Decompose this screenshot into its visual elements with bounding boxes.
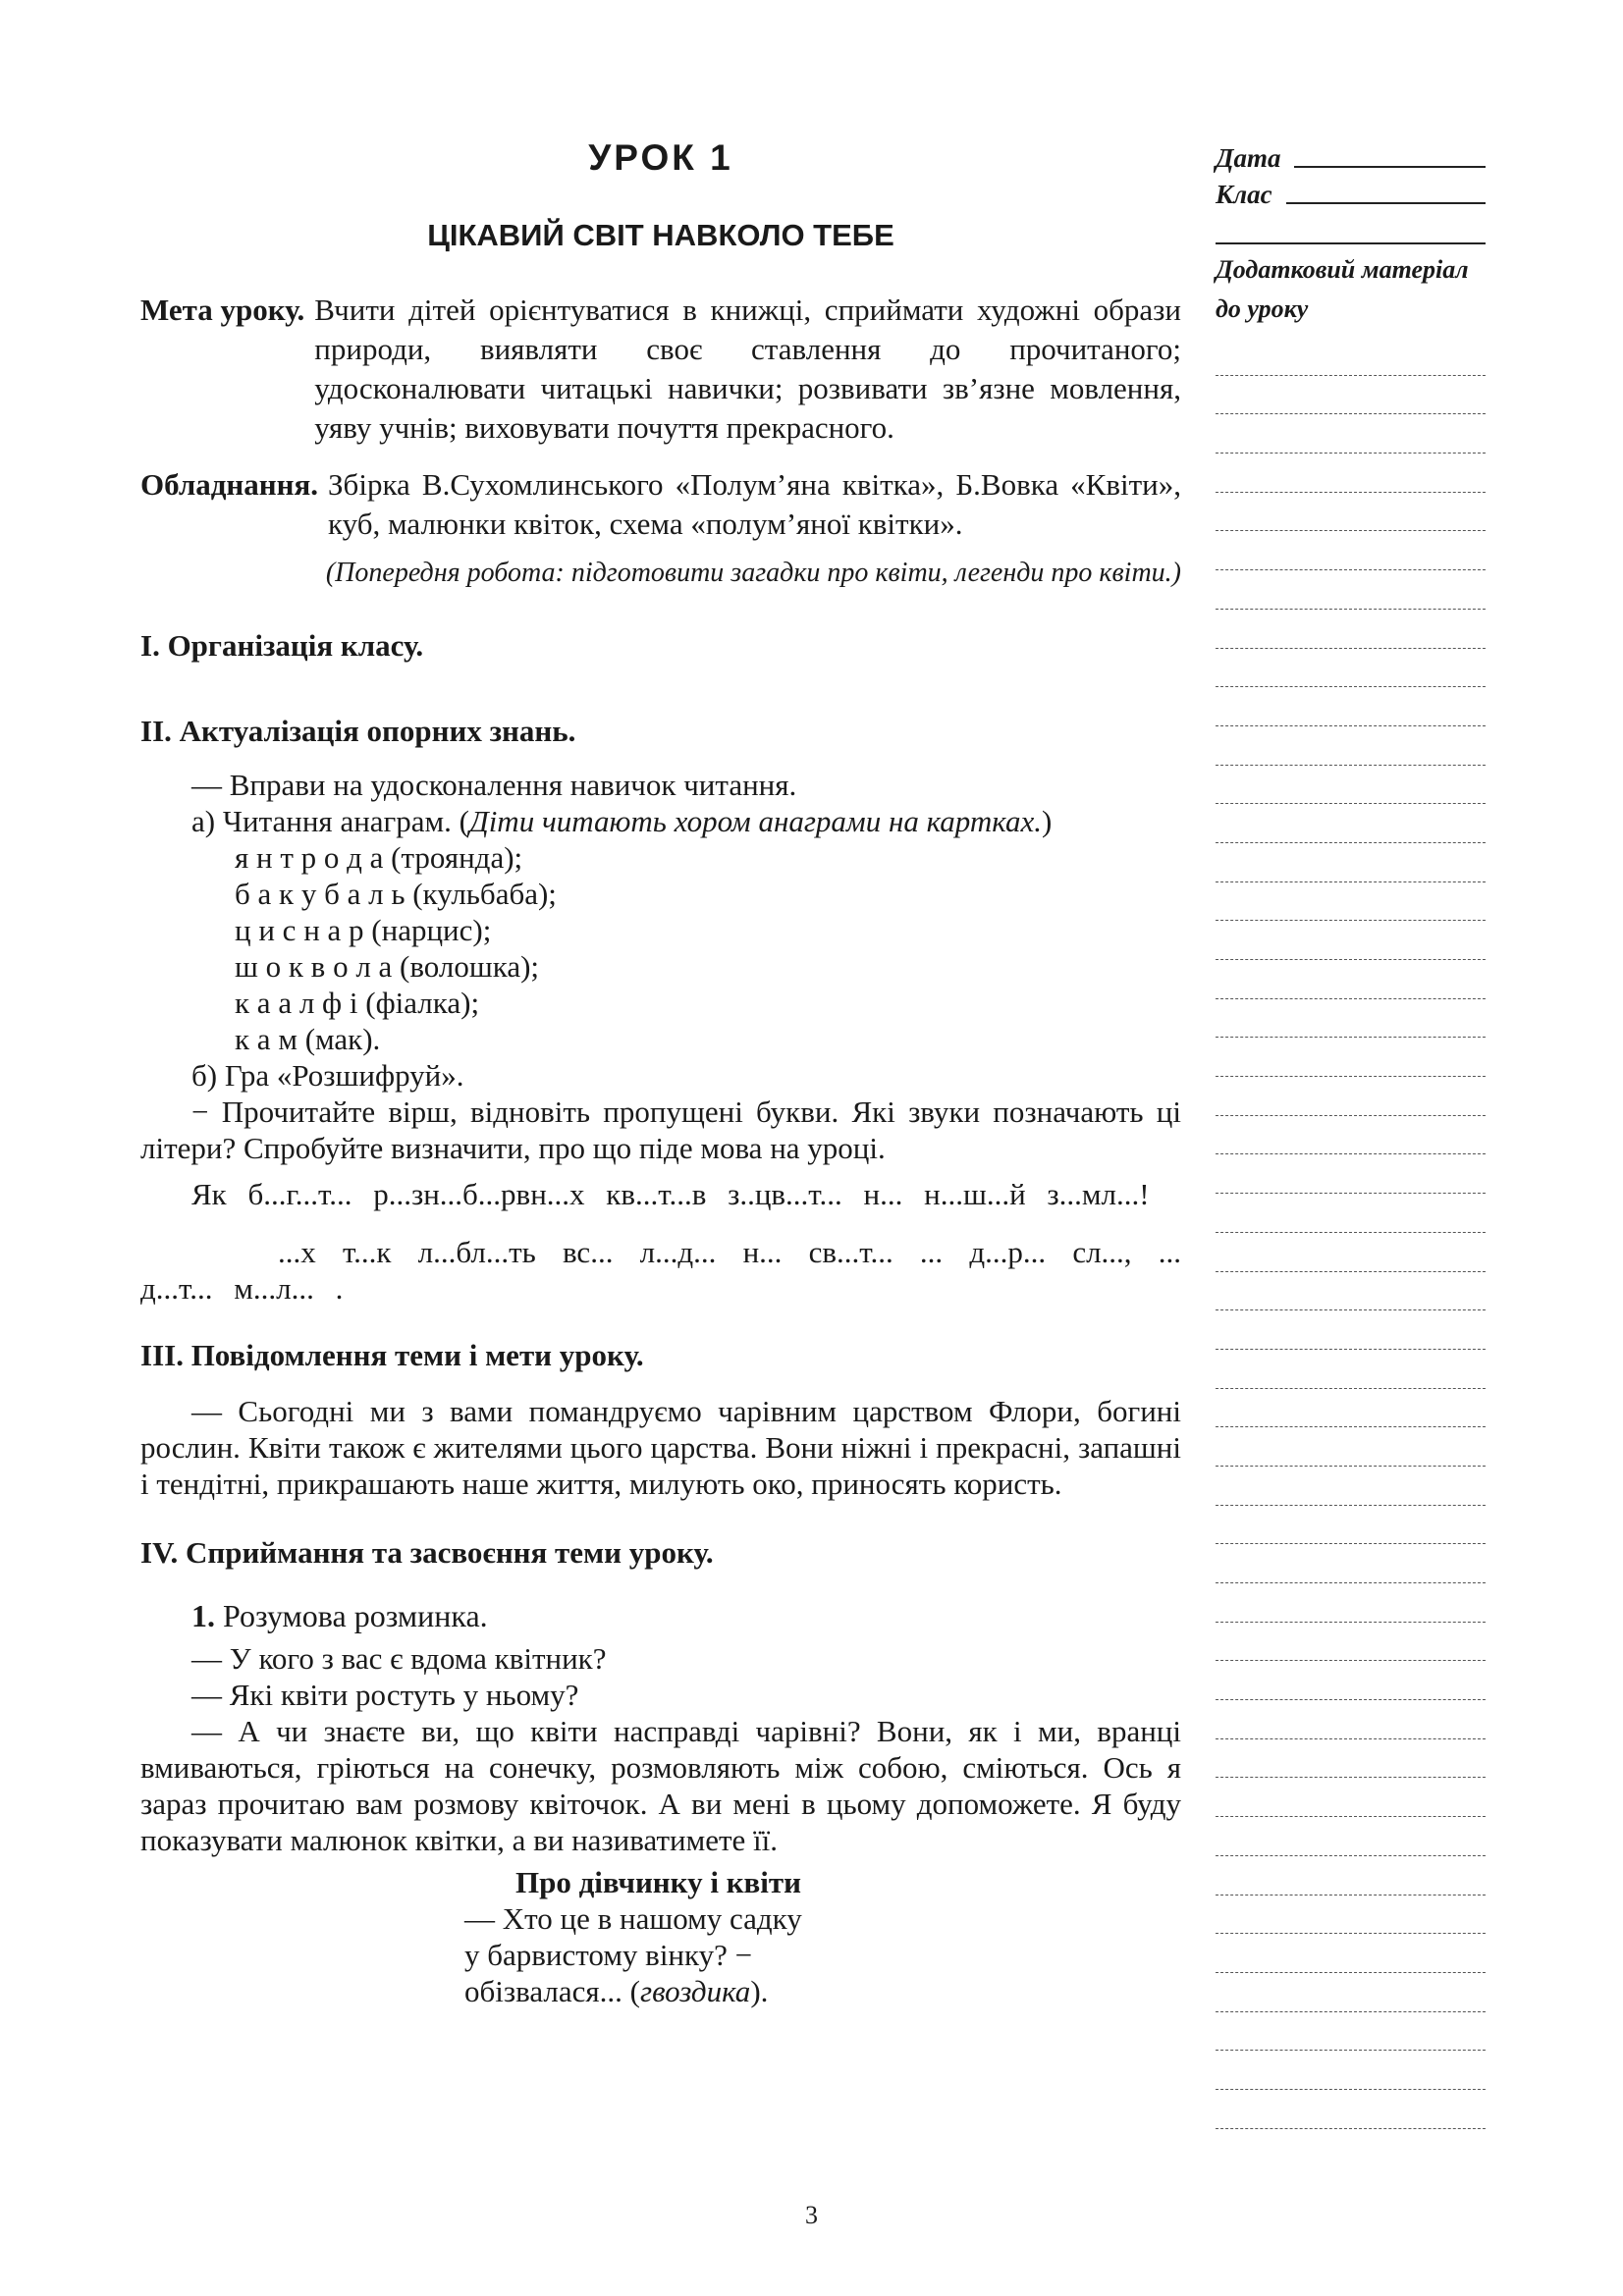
lesson-content: [140, 118, 1181, 2009]
note-line: [1216, 726, 1486, 766]
section-theme: III. Повідомлення теми і мети уроку.: [140, 1338, 644, 1372]
note-line: [1216, 1310, 1486, 1350]
additional-material-label: Додатковий матеріал до уроку: [1216, 255, 1469, 323]
poem: [464, 1864, 1181, 2009]
note-line: [1216, 960, 1486, 999]
note-line: [1216, 531, 1486, 570]
note-line: [1216, 1623, 1486, 1662]
note-line: [1216, 1856, 1486, 1896]
section-actualization: II. Актуалізація опорних знань.: [140, 714, 576, 748]
cipher-line-2: ...х т...к л...бл...ть вс... л...д... н... св...т... ... д...р... сл..., ... д...т... м...л... .: [140, 1235, 1181, 1306]
note-line: [1216, 1661, 1486, 1700]
anagram-item: ш о к в о л а (волошка);: [235, 949, 540, 984]
anagram-item: ц и с н а р (нарцис);: [235, 913, 492, 947]
class-label: Клас: [1216, 180, 1272, 209]
perception-block: [140, 1598, 1181, 1858]
note-line: [1216, 999, 1486, 1039]
poem-title: Про дівчинку і квіти: [515, 1865, 802, 1899]
note-line: [1216, 2012, 1486, 2052]
note-line: [1216, 1427, 1486, 1467]
date-label: Дата: [1216, 143, 1281, 173]
note-line: [1216, 804, 1486, 843]
poem-line: у барвистому вінку? −: [464, 1938, 753, 1972]
goal-text: Вчити дітей орієнтуватися в книжці, сприймати художні образи природи, виявляти своє ставлення до прочитаного; удосконалювати читацькі навички; розвивати зв’язне мовлення, уяву учнів; виховувати почуття прекрасного.: [314, 293, 1181, 445]
lesson-goal: [140, 291, 1181, 448]
note-line: [1216, 687, 1486, 726]
class-field: [1216, 174, 1486, 210]
sidebar-divider: [1216, 210, 1486, 244]
note-line: [1216, 610, 1486, 649]
note-line: [1216, 414, 1486, 454]
exercise-intro: — Вправи на удосконалення навичок читання.: [191, 768, 797, 802]
note-line: [1216, 882, 1486, 922]
lesson-subtitle: ЦІКАВИЙ СВІТ НАВКОЛО ТЕБЕ: [427, 218, 894, 252]
poem-line: обізвалася... (гвоздика).: [464, 1974, 769, 2008]
game-task: − Прочитайте вірш, відновіть пропущені букви. Які звуки позначають ці літери? Спробуйте визначити, про що піде мова на уроці.: [140, 1095, 1181, 1165]
note-line: [1216, 1272, 1486, 1311]
note-line: [1216, 1896, 1486, 1935]
note-line: [1216, 337, 1486, 376]
anagram-item: я н т р о д а (троянда);: [235, 840, 523, 875]
note-line: [1216, 1077, 1486, 1116]
section-perception: IV. Сприймання та засвоєння теми уроку.: [140, 1535, 714, 1570]
note-line: [1216, 1817, 1486, 1856]
anagram-task: а) Читання анаграм. (Діти читають хором анаграми на картках.): [191, 804, 1053, 838]
class-blank: [1286, 202, 1486, 204]
page-number: 3: [805, 2201, 818, 2229]
question-3: — А чи знаєте ви, що квіти насправді чарівні? Вони, як і ми, вранці вмиваються, гріються на сонечку, розмовляють між собою, сміються. Ось я зараз прочитаю вам розмову квіточок. А ви мені в цьому допоможете. Я буду показувати малюнок квітки, а ви називатимете її.: [140, 1714, 1181, 1857]
lesson-equipment: [140, 465, 1181, 544]
game-title: б) Гра «Розшифруй».: [191, 1058, 464, 1093]
note-line: [1216, 1934, 1486, 1973]
cipher-line-1: Як б...г...т... р...зн...б...рвн...х кв...т...в з..цв...т... н... н...ш...й з...мл...!: [191, 1177, 1150, 1211]
note-line: [1216, 1233, 1486, 1272]
note-line: [1216, 649, 1486, 688]
anagram-item: к а м (мак).: [235, 1022, 381, 1056]
warmup-item: 1. Розумова розминка.: [191, 1598, 488, 1633]
note-line: [1216, 2051, 1486, 2090]
notes-lines: [1216, 337, 1486, 2129]
note-line: [1216, 454, 1486, 493]
note-line: [1216, 1350, 1486, 1389]
notes-sidebar: [1216, 137, 1486, 2129]
preliminary-note: (Попередня робота: підготовити загадки про квіти, легенди про квіти.): [325, 558, 1181, 588]
question-2: — Які квіти ростуть у ньому?: [191, 1678, 579, 1712]
note-line: [1216, 1739, 1486, 1779]
equipment-label: Обладнання.: [140, 467, 319, 502]
note-line: [1216, 1194, 1486, 1233]
goal-label: Мета уроку.: [140, 293, 305, 327]
note-line: [1216, 493, 1486, 532]
equipment-text: Збірка В.Сухомлинського «Полум’яна квітка», Б.Вовка «Квіти», куб, малюнки квіток, схема «полум’яної квітки».: [328, 467, 1181, 541]
note-line: [1216, 376, 1486, 415]
question-1: — У кого з вас є вдома квітник?: [191, 1641, 607, 1676]
note-line: [1216, 1544, 1486, 1583]
note-line: [1216, 1038, 1486, 1077]
anagram-item: б а к у б а л ь (кульбаба);: [235, 877, 557, 911]
note-line: [1216, 843, 1486, 882]
actualization-block: [140, 767, 1181, 1307]
date-field: [1216, 137, 1486, 174]
note-line: [1216, 1778, 1486, 1817]
theme-text: — Сьогодні ми з вами помандруємо чарівним царством Флори, богині рослин. Квіти також є жителями цього царства. Вони ніжні і прекрасні, запашні і тендітні, прикрашають наше життя, милують око, приносять користь.: [140, 1394, 1181, 1501]
note-line: [1216, 921, 1486, 960]
note-line: [1216, 1389, 1486, 1428]
note-line: [1216, 1154, 1486, 1194]
note-line: [1216, 1467, 1486, 1506]
note-line: [1216, 570, 1486, 610]
note-line: [1216, 1973, 1486, 2012]
note-line: [1216, 766, 1486, 805]
section-organization: I. Організація класу.: [140, 628, 424, 663]
date-blank: [1294, 166, 1486, 168]
note-line: [1216, 2090, 1486, 2129]
lesson-title: УРОК 1: [588, 137, 733, 178]
note-line: [1216, 1700, 1486, 1739]
note-line: [1216, 1583, 1486, 1623]
poem-line: — Хто це в нашому садку: [464, 1901, 802, 1936]
note-line: [1216, 1116, 1486, 1155]
note-line: [1216, 1506, 1486, 1545]
anagram-item: к а а л ф і (фіалка);: [235, 986, 480, 1020]
